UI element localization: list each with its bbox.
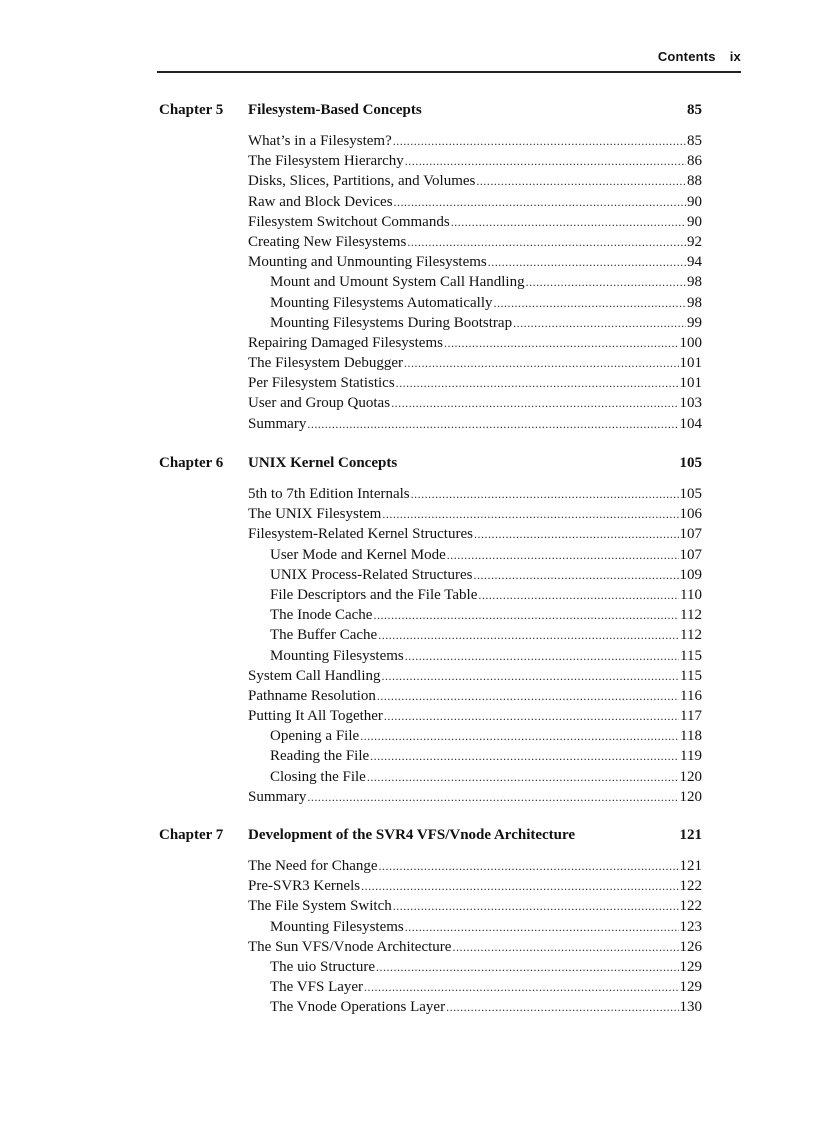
entry-title: Repairing Damaged Filesystems [248, 334, 443, 351]
toc-entry [248, 131, 702, 151]
entry-title: 5th to 7th Edition Internals [248, 486, 410, 502]
dot-leader [476, 171, 686, 191]
entry-title: The Need for Change [248, 858, 378, 874]
dot-leader [411, 484, 679, 504]
dot-leader [446, 997, 678, 1017]
chapter-heading [157, 827, 702, 847]
entry-page-number: 121 [679, 858, 702, 874]
toc-subentry [270, 313, 702, 333]
entry-title: What’s in a Filesystem? [248, 133, 392, 149]
toc-entries [157, 131, 702, 434]
dot-leader [478, 585, 679, 605]
dot-leader [513, 313, 686, 333]
entry-page-number: 116 [680, 687, 702, 704]
toc-entry [248, 373, 702, 393]
dot-leader [360, 726, 679, 746]
toc-entry [248, 937, 702, 957]
entry-title: The Inode Cache [270, 607, 373, 624]
entry-title: Per Filesystem Statistics [248, 375, 395, 392]
dot-leader [405, 917, 679, 937]
dot-leader [444, 333, 679, 353]
entry-page-number: 90 [687, 193, 702, 210]
entry-page-number: 101 [679, 355, 702, 372]
toc-entry [248, 252, 702, 272]
chapter-heading [157, 455, 702, 475]
entry-title: Closing the File [270, 768, 366, 785]
toc-subentry [270, 646, 702, 666]
toc-entry [248, 876, 702, 896]
entry-page-number: 120 [679, 768, 702, 785]
dot-leader [451, 212, 686, 232]
dot-leader [407, 232, 686, 252]
entry-page-number: 98 [687, 274, 702, 291]
toc-subentry [270, 997, 702, 1017]
dot-leader [447, 545, 679, 565]
entry-title: Mounting and Unmounting Filesystems [248, 254, 487, 271]
toc-entry [248, 414, 702, 434]
toc-subentry [270, 565, 702, 585]
toc-subentry [270, 625, 702, 645]
dot-leader [307, 787, 678, 807]
entry-page-number: 122 [679, 898, 702, 915]
entry-page-number: 115 [680, 667, 702, 684]
chapter-7-section [157, 827, 702, 1018]
header-title: Contents [657, 49, 716, 64]
entry-page-number: 85 [687, 133, 702, 149]
toc-subentry [270, 272, 702, 292]
entry-title: Mounting Filesystems During Bootstrap [270, 314, 513, 331]
toc-entry [248, 787, 702, 807]
dot-leader [394, 192, 686, 212]
entry-page-number: 123 [679, 918, 702, 935]
entry-title: The Filesystem Hierarchy [248, 153, 404, 170]
chapter-title: UNIX Kernel Concepts [248, 455, 398, 471]
entry-title: Putting It All Together [248, 708, 383, 725]
toc-entry [248, 232, 702, 252]
entry-page-number: 118 [680, 728, 702, 745]
chapter-title: Development of the SVR4 VFS/Vnode Architecture [248, 827, 576, 843]
entry-page-number: 86 [687, 153, 702, 170]
dot-leader [367, 767, 679, 787]
running-header [157, 49, 741, 73]
entry-page-number: 115 [680, 647, 702, 664]
toc-entry [248, 504, 702, 524]
dot-leader [405, 151, 686, 171]
dot-leader [364, 977, 678, 997]
entry-page-number: 107 [679, 526, 702, 543]
entry-title: User Mode and Kernel Mode [270, 546, 446, 563]
entry-title: File Descriptors and the File Table [270, 586, 478, 603]
toc-entry [248, 212, 702, 232]
toc-entry [248, 666, 702, 686]
entry-page-number: 112 [680, 627, 702, 644]
dot-leader [370, 746, 679, 766]
entry-title: Reading the File [270, 748, 370, 765]
toc-entry [248, 393, 702, 413]
entry-title: The Vnode Operations Layer [270, 999, 446, 1016]
entry-title: The File System Switch [248, 898, 392, 915]
toc-subentry [270, 293, 702, 313]
dot-leader [384, 706, 679, 726]
entry-title: Mounting Filesystems [270, 647, 404, 664]
toc-entry [248, 706, 702, 726]
dot-leader [393, 896, 679, 916]
dot-leader [377, 686, 679, 706]
entry-page-number: 117 [680, 708, 702, 725]
entry-title: The UNIX Filesystem [248, 506, 382, 523]
toc-subentry [270, 767, 702, 787]
dot-leader [474, 524, 679, 544]
toc-entries [157, 856, 702, 1018]
entry-page-number: 106 [679, 506, 702, 523]
entry-title: Summary [248, 415, 307, 432]
entry-page-number: 90 [687, 213, 702, 230]
dot-leader [378, 625, 679, 645]
entry-page-number: 129 [679, 979, 702, 996]
dot-leader [396, 373, 679, 393]
entry-title: Mount and Umount System Call Handling [270, 274, 525, 291]
toc-entry [248, 484, 702, 504]
toc-entry [248, 686, 702, 706]
chapter-label: Chapter 5 [159, 102, 224, 118]
toc-subentry [270, 977, 702, 997]
entry-page-number: 107 [679, 546, 702, 563]
chapter-label: Chapter 6 [159, 455, 224, 471]
entry-page-number: 92 [687, 233, 702, 250]
entry-page-number: 104 [679, 415, 702, 432]
dot-leader [452, 937, 678, 957]
entry-title: Disks, Slices, Partitions, and Volumes [248, 173, 476, 190]
entry-title: Pre-SVR3 Kernels [248, 878, 361, 895]
entry-title: System Call Handling [248, 667, 381, 684]
entry-page-number: 110 [680, 586, 702, 603]
entry-title: UNIX Process-Related Structures [270, 566, 473, 583]
entry-page-number: 109 [679, 566, 702, 583]
chapter-label: Chapter 7 [159, 827, 224, 843]
entry-page-number: 88 [687, 173, 702, 190]
toc-entry [248, 192, 702, 212]
entry-title: Creating New Filesystems [248, 233, 407, 250]
entry-page-number: 130 [679, 999, 702, 1016]
toc-entry [248, 524, 702, 544]
header-page-number: ix [729, 49, 741, 64]
toc-entry [248, 896, 702, 916]
entry-page-number: 122 [679, 878, 702, 895]
toc-entry [248, 151, 702, 171]
entry-page-number: 105 [679, 486, 702, 502]
entry-page-number: 101 [679, 375, 702, 392]
toc-subentry [270, 746, 702, 766]
toc-entry [248, 856, 702, 876]
entry-page-number: 100 [679, 334, 702, 351]
entry-title: The Buffer Cache [270, 627, 378, 644]
toc-entries [157, 484, 702, 807]
entry-page-number: 119 [680, 748, 702, 765]
dot-leader [391, 393, 678, 413]
entry-page-number: 126 [679, 938, 702, 955]
chapter-page: 105 [679, 455, 702, 471]
entry-title: Filesystem Switchout Commands [248, 213, 450, 230]
entry-title: Pathname Resolution [248, 687, 376, 704]
toc-subentry [270, 726, 702, 746]
entry-title: Summary [248, 788, 307, 805]
dot-leader [473, 565, 678, 585]
entry-title: Opening a File [270, 728, 360, 745]
dot-leader [382, 666, 680, 686]
entry-page-number: 129 [679, 958, 702, 975]
chapter-5-section [157, 102, 702, 434]
entry-title: Raw and Block Devices [248, 193, 393, 210]
entry-title: Mounting Filesystems [270, 918, 404, 935]
dot-leader [361, 876, 678, 896]
toc-subentry [270, 545, 702, 565]
entry-page-number: 99 [687, 314, 702, 331]
chapter-page: 121 [679, 827, 702, 843]
header-text [658, 49, 741, 64]
entry-title: Mounting Filesystems Automatically [270, 294, 493, 311]
dot-leader [307, 414, 678, 434]
dot-leader [405, 646, 679, 666]
toc-subentry [270, 585, 702, 605]
toc-entry [248, 333, 702, 353]
toc-subentry [270, 605, 702, 625]
toc-entry [248, 171, 702, 191]
dot-leader [488, 252, 686, 272]
dot-leader [494, 293, 687, 313]
entry-title: Filesystem-Related Kernel Structures [248, 526, 473, 543]
entry-title: The uio Structure [270, 958, 375, 975]
toc-subentry [270, 917, 702, 937]
dot-leader [376, 957, 679, 977]
dot-leader [393, 131, 686, 151]
entry-page-number: 94 [687, 254, 702, 271]
dot-leader [382, 504, 678, 524]
dot-leader [373, 605, 679, 625]
toc-entry [248, 353, 702, 373]
toc-subentry [270, 957, 702, 977]
chapter-6-section [157, 455, 702, 807]
entry-title: The VFS Layer [270, 979, 364, 996]
entry-page-number: 103 [679, 395, 702, 412]
dot-leader [404, 353, 679, 373]
entry-page-number: 98 [687, 294, 702, 311]
entry-page-number: 120 [679, 788, 702, 805]
entry-title: The Sun VFS/Vnode Architecture [248, 938, 452, 955]
entry-title: User and Group Quotas [248, 395, 391, 412]
chapter-heading [157, 102, 702, 122]
entry-page-number: 112 [680, 607, 702, 624]
dot-leader [379, 856, 679, 876]
chapter-page: 85 [687, 102, 702, 118]
chapter-title: Filesystem-Based Concepts [248, 102, 422, 118]
dot-leader [526, 272, 686, 292]
entry-title: The Filesystem Debugger [248, 355, 403, 372]
